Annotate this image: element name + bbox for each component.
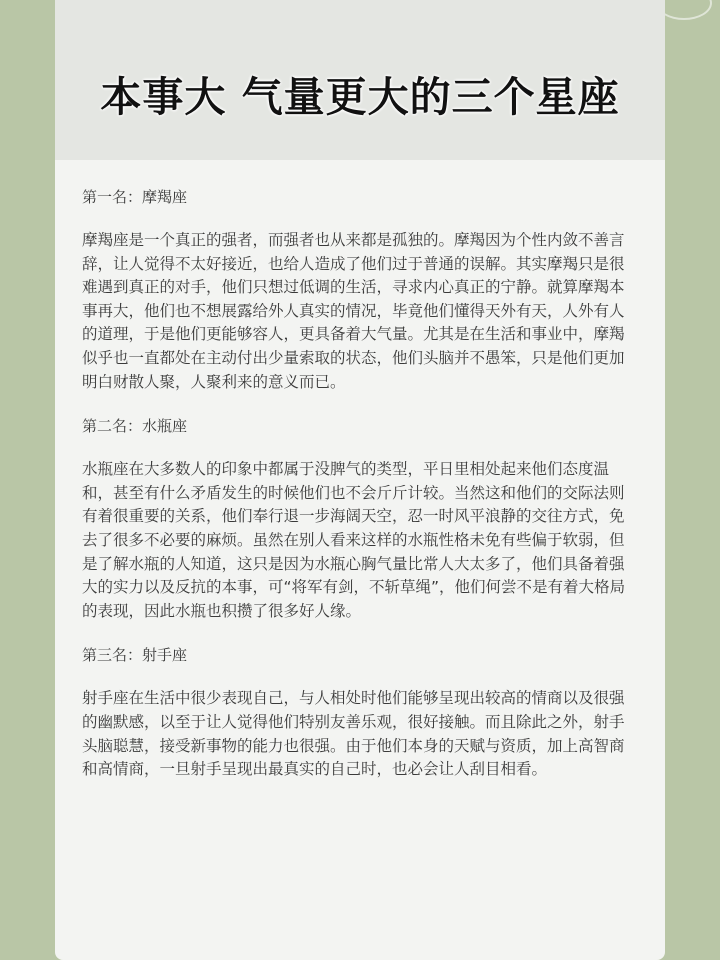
ranking-section-3	[82, 643, 637, 781]
ranking-section-1	[82, 185, 637, 394]
section-heading: 第三名：射手座	[82, 646, 188, 665]
section-body: 水瓶座在大多数人的印象中都属于没脾气的类型，平日里相处起来他们态度温和，甚至有什么矛盾发生的时候他们也不会斤斤计较。当然这和他们的交际法则有着很重要的关系，他们奉行退一步海阔天空，忍一时风平浪静的交往方式，免去了很多不必要的麻烦。虽然在别人看来这样的水瓶性格未免有些偏于软弱，但是了解水瓶的人知道，这只是因为水瓶心胸气量比常人大太多了，他们具备着强大的实力以及反抗的本事，可“将军有剑，不斩草绳”，他们何尝不是有着大格局的表现，因此水瓶也积攒了很多好人缘。	[82, 460, 626, 620]
article-card	[55, 0, 665, 960]
ranking-section-2	[82, 414, 637, 623]
section-body: 摩羯座是一个真正的强者，而强者也从来都是孤独的。摩羯因为个性内敛不善言辞，让人觉得不太好接近，也给人造成了他们过于普通的误解。其实摩羯只是很难遇到真正的对手，他们只想过低调的生活，寻求内心真正的宁静。就算摩羯本事再大，他们也不想展露给外人真实的情况，毕竟他们懂得天外有天，人外有人的道理，于是他们更能够容人，更具备着大气量。尤其是在生活和事业中，摩羯似乎也一直都处在主动付出少量索取的状态，他们头脑并不愚笨，只是他们更加明白财散人聚，人聚利来的意义而已。	[82, 231, 625, 391]
section-heading: 第二名：水瓶座	[82, 417, 188, 436]
page-title: 本事大 气量更大的三个星座	[100, 72, 620, 121]
section-body: 射手座在生活中很少表现自己，与人相处时他们能够呈现出较高的情商以及很强的幽默感，以至于让人觉得他们特别友善乐观，很好接触。而且除此之外，射手头脑聪慧，接受新事物的能力也很强。由于他们本身的天赋与资质，加上高智商和高情商，一旦射手呈现出最真实的自己时，也必会让人刮目相看。	[82, 689, 625, 779]
article-content	[55, 160, 665, 782]
section-heading: 第一名：摩羯座	[82, 188, 188, 206]
title-banner	[55, 0, 665, 160]
